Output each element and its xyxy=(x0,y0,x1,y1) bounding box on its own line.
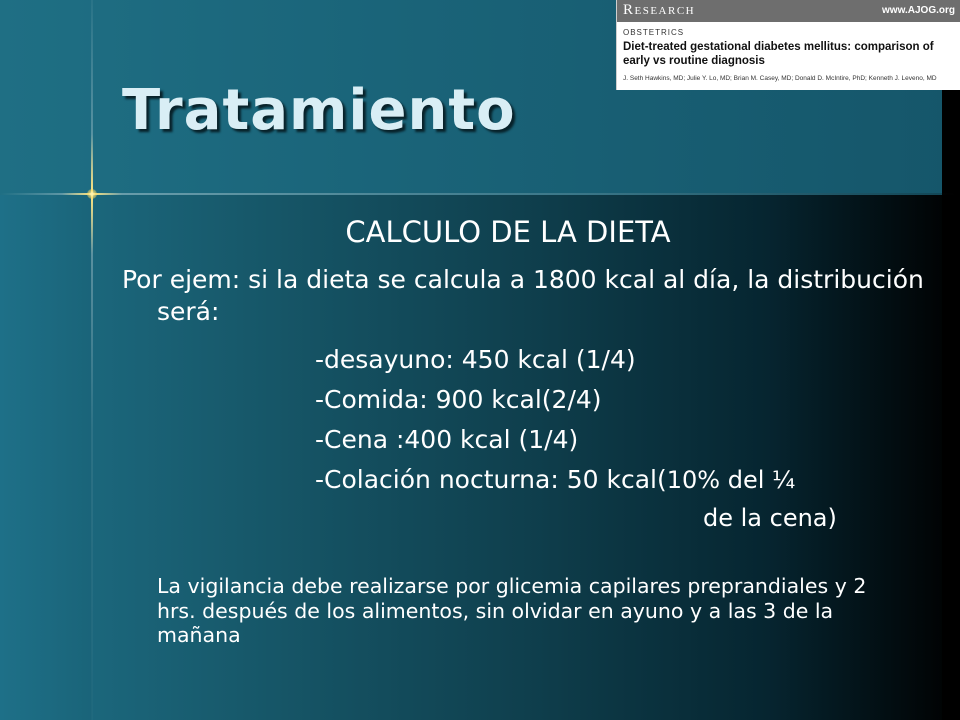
night-snack-main: -Colación nocturna: 50 kcal( xyxy=(315,465,667,494)
journal-section: OBSTETRICS xyxy=(623,28,685,37)
meal-item-night-snack xyxy=(315,460,915,500)
journal-website: www.AJOG.org xyxy=(882,5,955,16)
meal-list xyxy=(315,340,915,500)
journal-article-title: Diet-treated gestational diabetes mellitus: comparison of early vs routine diagnosis xyxy=(623,41,934,67)
section-heading: CALCULO DE LA DIETA xyxy=(345,215,671,249)
meal-item-lunch: -Comida: 900 kcal(2/4) xyxy=(315,385,602,414)
meal-item-breakfast: -desayuno: 450 kcal (1/4) xyxy=(315,345,636,374)
meal-item-dinner: -Cena :400 kcal (1/4) xyxy=(315,425,579,454)
journal-header-label: Research xyxy=(623,2,696,18)
night-snack-continuation: de la cena) xyxy=(703,504,837,532)
journal-authors: J. Seth Hawkins, MD; Julie Y. Lo, MD; Brian M. Casey, MD; Donald D. McIntire, PhD; Kenneth J. Leveno, MD xyxy=(623,75,937,82)
intro-paragraph: Por ejem: si la dieta se calcula a 1800 kcal al día, la distribución será: xyxy=(122,265,924,326)
monitoring-note: La vigilancia debe realizarse por glicemia capilares preprandiales y 2 hrs. después de los alimentos, sin olvidar en ayuno y a las 3 de la mañana xyxy=(157,574,867,647)
slide-title: Tratamiento xyxy=(122,78,516,143)
night-snack-fraction: 10% del ¼ xyxy=(666,466,796,494)
